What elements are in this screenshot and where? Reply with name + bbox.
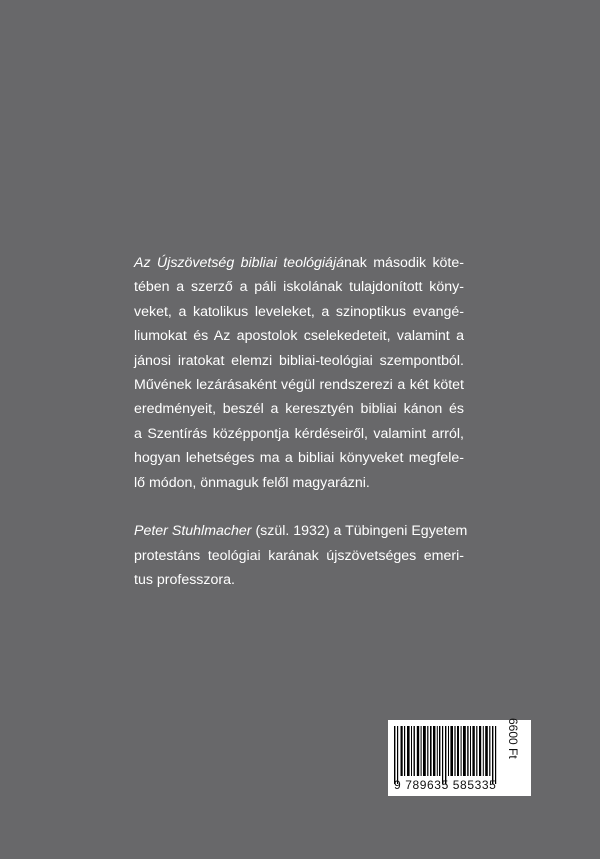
back-cover-blurb <box>134 251 468 593</box>
blurb-line: eredményeit, beszél a keresztyén bibliai kánon és <box>134 401 464 418</box>
blurb-line: hogyan lehetséges ma a bibliai könyveket megfele- <box>134 450 464 467</box>
blurb-line: veket, a katolikus leveleket, a szinoptikus evangé- <box>134 303 464 320</box>
blurb-line: Művének lezárásaként végül rendszerezi a két kötet <box>134 377 464 394</box>
blurb-line: tében a szerző a páli iskolának tulajdonított köny- <box>134 279 464 296</box>
paragraph-gap <box>134 495 464 519</box>
blurb-line: lő módon, önmaguk felől magyarázni. <box>134 474 370 491</box>
book-title: Az Újszövetség bibliai teológiájá <box>134 255 344 271</box>
author-bio-line: tus professzora. <box>134 572 235 589</box>
blurb-line: a Szentírás középpontja kérdéseiről, valamint arról, <box>134 425 464 442</box>
blurb-line: liumokat és Az apostolok cselekedeteit, valamint a <box>134 328 464 345</box>
author-bio-line: Peter Stuhlmacher (szül. 1932) a Tübingeni Egyetem <box>134 523 468 540</box>
blurb-line: jánosi iratokat elemzi bibliai-teológiai szempontból. <box>134 352 464 369</box>
isbn-digits: 9 789635 585335 <box>394 778 497 792</box>
author-name: Peter Stuhlmacher <box>134 523 252 540</box>
blurb-line: Az Újszövetség bibliai teológiájának második köte- <box>134 255 464 271</box>
author-bio-line: protestáns teológiai karának újszövetséges emeri- <box>134 547 464 564</box>
price-label: 6600 Ft <box>506 718 520 759</box>
